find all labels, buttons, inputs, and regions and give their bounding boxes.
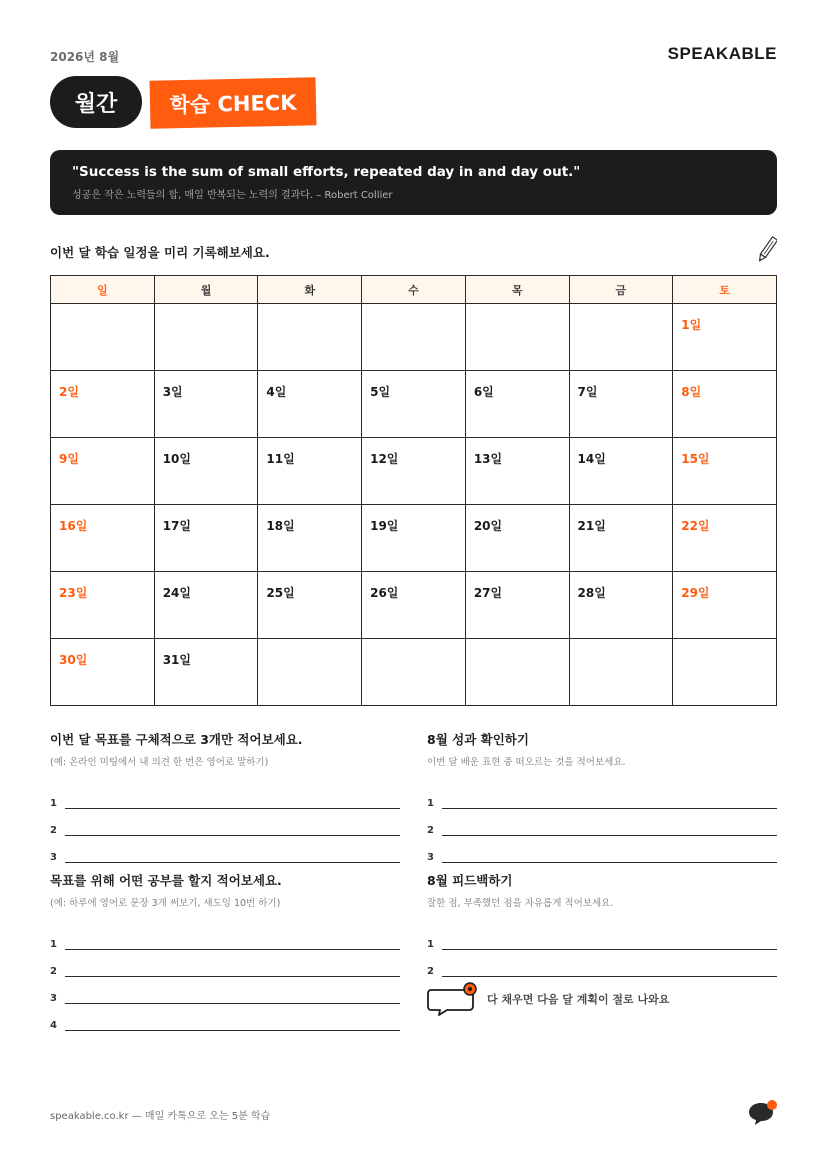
calendar-empty-cell[interactable] bbox=[673, 639, 777, 706]
calendar-day-cell[interactable]: 18일 bbox=[258, 505, 362, 572]
quote-box bbox=[50, 150, 777, 215]
page-title: 월간 bbox=[50, 76, 142, 128]
calendar-day-cell[interactable]: 8일 bbox=[673, 371, 777, 438]
calendar-empty-cell[interactable] bbox=[154, 304, 258, 371]
result-line-number: 3 bbox=[427, 852, 434, 863]
study-line-number: 3 bbox=[50, 993, 57, 1004]
calendar-empty-cell[interactable] bbox=[258, 639, 362, 706]
goal-line-row bbox=[50, 809, 400, 836]
result-line-row bbox=[427, 782, 777, 809]
calendar-day-cell[interactable]: 23일 bbox=[51, 572, 155, 639]
calendar-empty-cell[interactable] bbox=[569, 639, 673, 706]
results-section bbox=[427, 730, 777, 863]
goal-line-number: 1 bbox=[50, 798, 57, 809]
brand-logo: SPEAKABLE bbox=[667, 44, 777, 63]
calendar-day-cell[interactable]: 27일 bbox=[465, 572, 569, 639]
study-section bbox=[50, 871, 400, 1031]
pencil-icon bbox=[757, 235, 777, 265]
study-write-line[interactable] bbox=[65, 936, 400, 950]
study-line-row bbox=[50, 923, 400, 950]
calendar-day-cell[interactable]: 7일 bbox=[569, 371, 673, 438]
calendar-day-cell[interactable]: 19일 bbox=[362, 505, 466, 572]
calendar-day-cell[interactable]: 25일 bbox=[258, 572, 362, 639]
calendar-day-cell[interactable]: 26일 bbox=[362, 572, 466, 639]
calendar-day-cell[interactable]: 16일 bbox=[51, 505, 155, 572]
study-write-line[interactable] bbox=[65, 990, 400, 1004]
quote-english: "Success is the sum of small efforts, repeated day in and day out." bbox=[72, 164, 581, 180]
goal-line-row bbox=[50, 836, 400, 863]
calendar-empty-cell[interactable] bbox=[465, 304, 569, 371]
calendar-day-cell[interactable]: 31일 bbox=[154, 639, 258, 706]
month-label: 2026년 8월 bbox=[50, 50, 120, 64]
result-write-line[interactable] bbox=[442, 795, 777, 809]
goals-section bbox=[50, 730, 400, 863]
result-line-number: 1 bbox=[427, 798, 434, 809]
study-write-line[interactable] bbox=[65, 1017, 400, 1031]
goal-lines bbox=[50, 782, 400, 863]
calendar-day-cell[interactable]: 14일 bbox=[569, 438, 673, 505]
study-subtitle: (예: 하루에 영어로 문장 3개 써보기, 섀도잉 10번 하기) bbox=[50, 898, 281, 909]
calendar-day-cell[interactable]: 29일 bbox=[673, 572, 777, 639]
study-line-row bbox=[50, 1004, 400, 1031]
calendar-week-row bbox=[51, 639, 777, 706]
feedback-write-line[interactable] bbox=[442, 936, 777, 950]
calendar-day-cell[interactable]: 20일 bbox=[465, 505, 569, 572]
schedule-title: 이번 달 학습 일정을 미리 기록해보세요. bbox=[50, 245, 270, 260]
calendar-day-cell[interactable]: 11일 bbox=[258, 438, 362, 505]
feedback-line-number: 2 bbox=[427, 966, 434, 977]
calendar-day-cell[interactable]: 3일 bbox=[154, 371, 258, 438]
calendar-day-cell[interactable]: 15일 bbox=[673, 438, 777, 505]
study-line-row bbox=[50, 977, 400, 1004]
feedback-section bbox=[427, 871, 777, 977]
calendar-empty-cell[interactable] bbox=[51, 304, 155, 371]
speech-bubble-icon bbox=[427, 982, 477, 1016]
study-line-number: 1 bbox=[50, 939, 57, 950]
calendar-day-cell[interactable]: 4일 bbox=[258, 371, 362, 438]
feedback-line-row bbox=[427, 923, 777, 950]
calendar-week-row bbox=[51, 371, 777, 438]
weekday-header-wed: 수 bbox=[362, 276, 466, 304]
calendar-empty-cell[interactable] bbox=[258, 304, 362, 371]
calendar-empty-cell[interactable] bbox=[362, 639, 466, 706]
quote-korean: 성공은 작은 노력들의 합, 매일 반복되는 노력의 결과다. – Robert Collier bbox=[72, 190, 393, 201]
calendar-day-cell[interactable]: 1일 bbox=[673, 304, 777, 371]
calendar-day-cell[interactable]: 12일 bbox=[362, 438, 466, 505]
weekday-header-sun: 일 bbox=[51, 276, 155, 304]
calendar-day-cell[interactable]: 10일 bbox=[154, 438, 258, 505]
results-title: 8월 성과 확인하기 bbox=[427, 732, 529, 747]
calendar-day-cell[interactable]: 17일 bbox=[154, 505, 258, 572]
feedback-title: 8월 피드백하기 bbox=[427, 873, 513, 888]
calendar-week-row bbox=[51, 304, 777, 371]
calendar-week-row bbox=[51, 438, 777, 505]
study-title: 목표를 위해 어떤 공부를 할지 적어보세요. bbox=[50, 873, 282, 888]
calendar-day-cell[interactable]: 5일 bbox=[362, 371, 466, 438]
calendar-day-cell[interactable]: 2일 bbox=[51, 371, 155, 438]
result-write-line[interactable] bbox=[442, 822, 777, 836]
feedback-line-number: 1 bbox=[427, 939, 434, 950]
calendar-day-cell[interactable]: 22일 bbox=[673, 505, 777, 572]
feedback-write-line[interactable] bbox=[442, 963, 777, 977]
completion-note bbox=[427, 982, 669, 1016]
feedback-line-row bbox=[427, 950, 777, 977]
calendar-day-cell[interactable]: 9일 bbox=[51, 438, 155, 505]
goal-write-line[interactable] bbox=[65, 849, 400, 863]
calendar-table bbox=[50, 275, 777, 706]
calendar-day-cell[interactable]: 28일 bbox=[569, 572, 673, 639]
goal-write-line[interactable] bbox=[65, 822, 400, 836]
result-write-line[interactable] bbox=[442, 849, 777, 863]
goal-line-number: 2 bbox=[50, 825, 57, 836]
weekday-header-mon: 월 bbox=[154, 276, 258, 304]
calendar-day-cell[interactable]: 6일 bbox=[465, 371, 569, 438]
calendar-empty-cell[interactable] bbox=[465, 639, 569, 706]
calendar-day-cell[interactable]: 13일 bbox=[465, 438, 569, 505]
weekday-header-thu: 목 bbox=[465, 276, 569, 304]
study-line-row bbox=[50, 950, 400, 977]
result-line-row bbox=[427, 836, 777, 863]
feedback-lines bbox=[427, 923, 777, 977]
goals-subtitle: (예: 온라인 미팅에서 내 의견 한 번은 영어로 말하기) bbox=[50, 757, 269, 768]
page-title-tag: 학습 CHECK bbox=[150, 77, 317, 128]
calendar-day-cell[interactable]: 21일 bbox=[569, 505, 673, 572]
footer-text: speakable.co.kr — 매일 카톡으로 오는 5분 학습 bbox=[50, 1111, 271, 1122]
result-line-row bbox=[427, 809, 777, 836]
result-line-number: 2 bbox=[427, 825, 434, 836]
calendar-day-cell[interactable]: 30일 bbox=[51, 639, 155, 706]
result-lines bbox=[427, 782, 777, 863]
calendar-week-row bbox=[51, 572, 777, 639]
weekday-header-sat: 토 bbox=[673, 276, 777, 304]
study-line-number: 2 bbox=[50, 966, 57, 977]
calendar-header-row bbox=[51, 276, 777, 304]
calendar-day-cell[interactable]: 24일 bbox=[154, 572, 258, 639]
calendar-empty-cell[interactable] bbox=[569, 304, 673, 371]
calendar-week-row bbox=[51, 505, 777, 572]
goal-write-line[interactable] bbox=[65, 795, 400, 809]
results-subtitle: 이번 달 배운 표현 중 떠오르는 것을 적어보세요. bbox=[427, 757, 626, 768]
weekday-header-fri: 금 bbox=[569, 276, 673, 304]
study-line-number: 4 bbox=[50, 1020, 57, 1031]
weekday-header-tue: 화 bbox=[258, 276, 362, 304]
feedback-subtitle: 잘한 점, 부족했던 점을 자유롭게 적어보세요. bbox=[427, 898, 614, 909]
goal-line-number: 3 bbox=[50, 852, 57, 863]
goal-line-row bbox=[50, 782, 400, 809]
calendar-empty-cell[interactable] bbox=[362, 304, 466, 371]
study-lines bbox=[50, 923, 400, 1031]
goals-title: 이번 달 목표를 구체적으로 3개만 적어보세요. bbox=[50, 732, 303, 747]
study-write-line[interactable] bbox=[65, 963, 400, 977]
completion-note-text: 다 채우면 다음 달 계획이 절로 나와요 bbox=[487, 993, 670, 1006]
chat-bubble-icon bbox=[747, 1098, 779, 1126]
